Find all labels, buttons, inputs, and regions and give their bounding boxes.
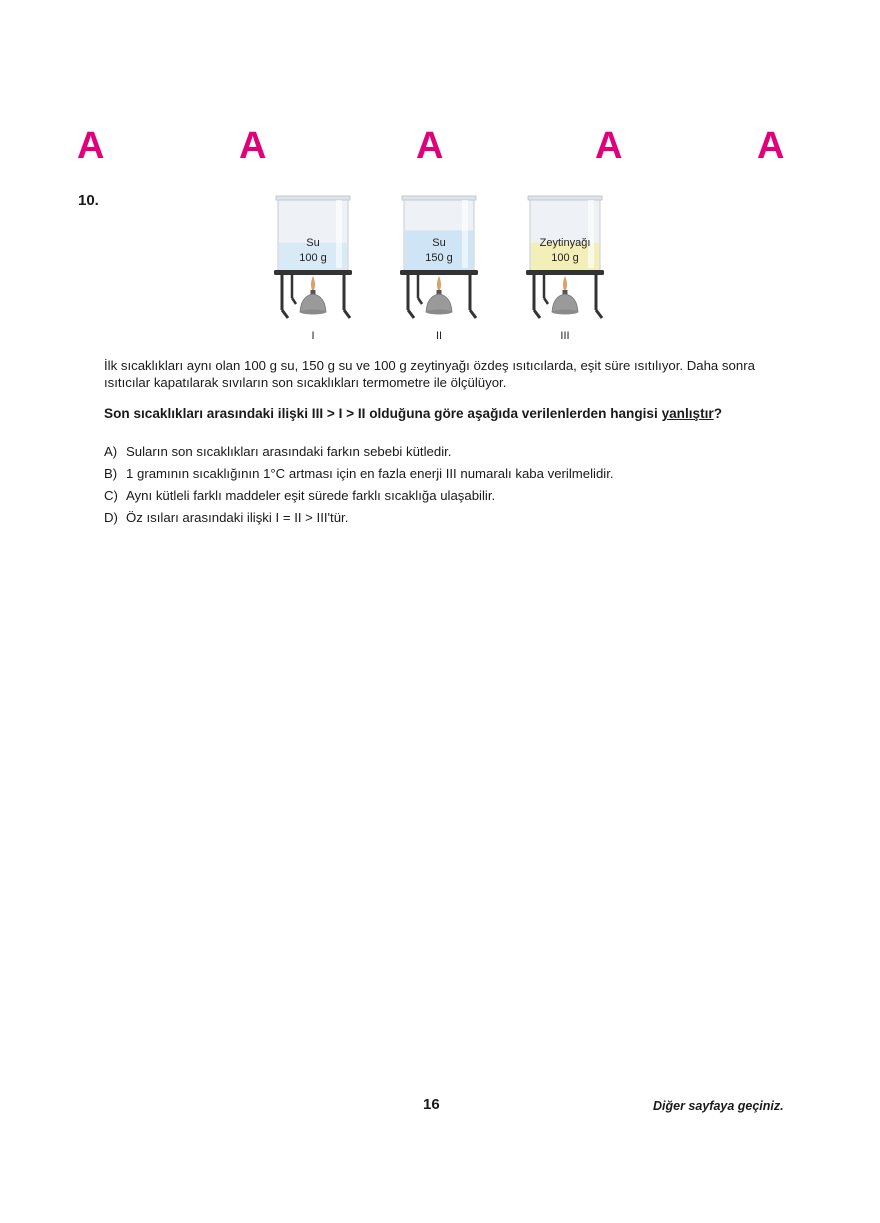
glass-highlight: [462, 200, 468, 268]
option-text: 1 gramının sıcaklığının 1°C artması için en fazla enerji III numaralı kaba verilmelidir.: [126, 466, 614, 481]
option-text: Aynı kütleli farklı maddeler eşit sürede farklı sıcaklığa ulaşabilir.: [126, 488, 496, 503]
question-stem: [104, 405, 794, 422]
setup-3: [526, 196, 604, 342]
substance-label: Su: [432, 237, 446, 249]
flame: [311, 276, 315, 292]
option-letter: D): [104, 510, 118, 525]
beaker-rim: [528, 196, 602, 200]
burner-base: [300, 310, 326, 315]
stand-foot: [344, 310, 350, 318]
option-d[interactable]: [104, 509, 794, 526]
option-text: Öz ısıları arasındaki ilişki I = II > III'tür.: [126, 510, 349, 525]
setup-2: [400, 196, 478, 342]
stand-foot-back: [418, 298, 422, 304]
page-number: 16: [423, 1096, 440, 1113]
burner: [552, 294, 578, 312]
stand-plate: [400, 270, 478, 275]
option-b[interactable]: [104, 465, 794, 482]
stem-end: ?: [713, 406, 723, 421]
stand-foot: [534, 310, 540, 318]
burner: [426, 294, 452, 312]
option-c[interactable]: [104, 487, 794, 504]
option-letter: C): [104, 488, 118, 503]
mass-label: 100 g: [551, 252, 579, 264]
stand-foot-back: [544, 298, 548, 304]
option-a[interactable]: [104, 443, 794, 460]
stand-foot: [408, 310, 414, 318]
flame: [437, 276, 441, 292]
question-number: 10.: [78, 192, 99, 209]
stand-foot: [596, 310, 602, 318]
stem-main: Son sıcaklıkları arasındaki ilişki III > I > II olduğuna göre aşağıda verilenlerden hangisi: [104, 406, 662, 421]
setup-number-label: III: [560, 330, 570, 342]
substance-label: Zeytinyağı: [539, 237, 591, 249]
stand-plate: [274, 270, 352, 275]
booklet-mark-4: A: [595, 125, 623, 167]
setup-number-label: II: [435, 330, 443, 342]
stand-foot: [282, 310, 288, 318]
glass-highlight: [588, 200, 594, 268]
booklet-mark-5: A: [757, 125, 785, 167]
booklet-mark-1: A: [77, 125, 105, 167]
option-letter: B): [104, 466, 118, 481]
beaker-rim: [276, 196, 350, 200]
option-letter: A): [104, 444, 118, 459]
substance-label: Su: [306, 237, 320, 249]
booklet-mark-2: A: [239, 125, 267, 167]
stand-foot-back: [292, 298, 296, 304]
beaker-rim: [402, 196, 476, 200]
flame: [563, 276, 567, 292]
mass-label: 100 g: [299, 252, 327, 264]
burner: [300, 294, 326, 312]
stand-plate: [526, 270, 604, 275]
mass-label: 150 g: [425, 252, 453, 264]
burner-base: [426, 310, 452, 315]
setup-1: [274, 196, 352, 342]
stem-negative-word: yanlıştır: [661, 406, 714, 421]
stand-foot: [470, 310, 476, 318]
next-page-note: Diğer sayfaya geçiniz.: [653, 1099, 784, 1113]
option-text: Suların son sıcaklıkları arasındaki farkın sebebi kütledir.: [126, 444, 452, 459]
setup-number-label: I: [311, 330, 315, 342]
glass-highlight: [336, 200, 342, 268]
question-intro: İlk sıcaklıkları aynı olan 100 g su, 150 g su ve 100 g zeytinyağı özdeş ısıtıcılarda, eşit süre ısıtılıyor. Daha sonra ısıtıcılar kapatılarak sıvıların son sıcaklıkları termometre ile ölçülüyor.: [104, 358, 755, 390]
experiment-figure: [270, 192, 610, 342]
booklet-mark-3: A: [416, 125, 444, 167]
burner-base: [552, 310, 578, 315]
